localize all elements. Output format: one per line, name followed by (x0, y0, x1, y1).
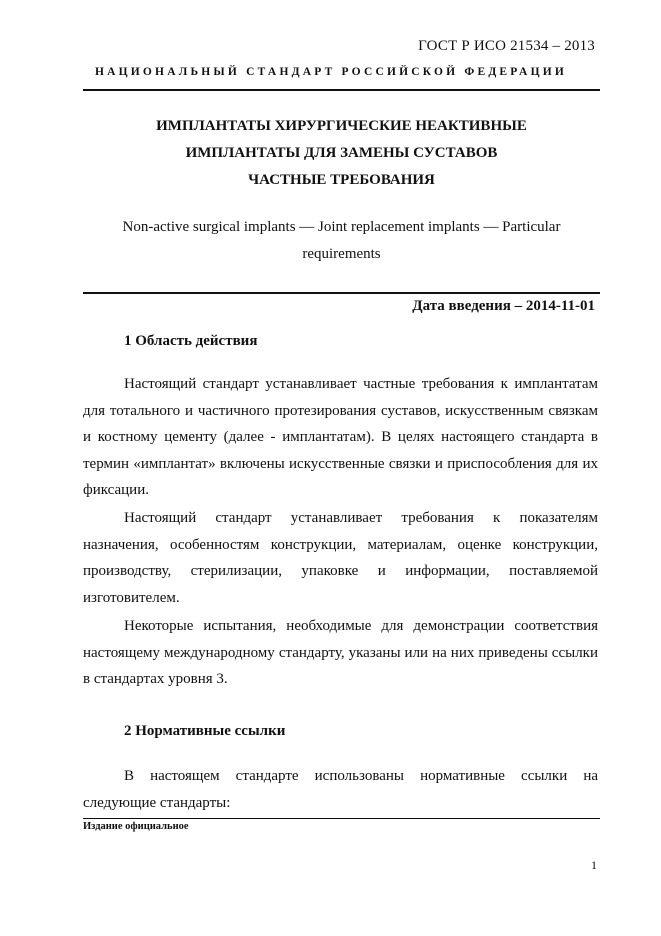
header-divider (83, 89, 600, 91)
document-title (83, 113, 600, 194)
title-line-3: ЧАСТНЫЕ ТРЕБОВАНИЯ (248, 172, 435, 188)
english-title: Non-active surgical implants — Joint replacement implants — Particular requirements (122, 219, 561, 262)
section-1-heading: 1 Область действия (124, 333, 258, 349)
introduction-date: Дата введения – 2014-11-01 (412, 298, 595, 314)
edition-label: Издание официальное (83, 821, 189, 832)
page-number: 1 (591, 858, 597, 872)
section-1-paragraph-3: Некоторые испытания, необходимые для демонстрации соответствия настоящему международному стандарту, указаны или на них приведены ссылки в стандартах уровня 3. (83, 618, 598, 687)
document-code: ГОСТ Р ИСО 21534 – 2013 (418, 38, 595, 54)
title-line-2: ИМПЛАНТАТЫ ДЛЯ ЗАМЕНЫ СУСТАВОВ (185, 145, 498, 161)
section-2-heading: 2 Нормативные ссылки (124, 723, 286, 739)
section-2-paragraph-1: В настоящем стандарте использованы нормативные ссылки на следующие стандарты: (83, 768, 598, 811)
title-line-1: ИМПЛАНТАТЫ ХИРУРГИЧЕСКИЕ НЕАКТИВНЫЕ (156, 118, 527, 134)
footer-divider (83, 818, 600, 819)
section-1-paragraph-1: Настоящий стандарт устанавливает частные требования к имплантатам для тотального и частичного протезирования суставов, искусственным связкам и костному цементу (далее - имплантатам). В целях настоящего стандарта в термин «имплантат» включены искусственные связки и приспособления для их фиксации. (83, 376, 598, 498)
title-divider (83, 292, 600, 294)
section-1-paragraph-2: Настоящий стандарт устанавливает требования к показателям назначения, особенностям конструкции, материалам, оценке конструкции, производству, стерилизации, упаковке и информации, поставляемой изготовителем. (83, 510, 598, 606)
national-standard-label: НАЦИОНАЛЬНЫЙ СТАНДАРТ РОССИЙСКОЙ ФЕДЕРАЦИИ (94, 66, 568, 78)
